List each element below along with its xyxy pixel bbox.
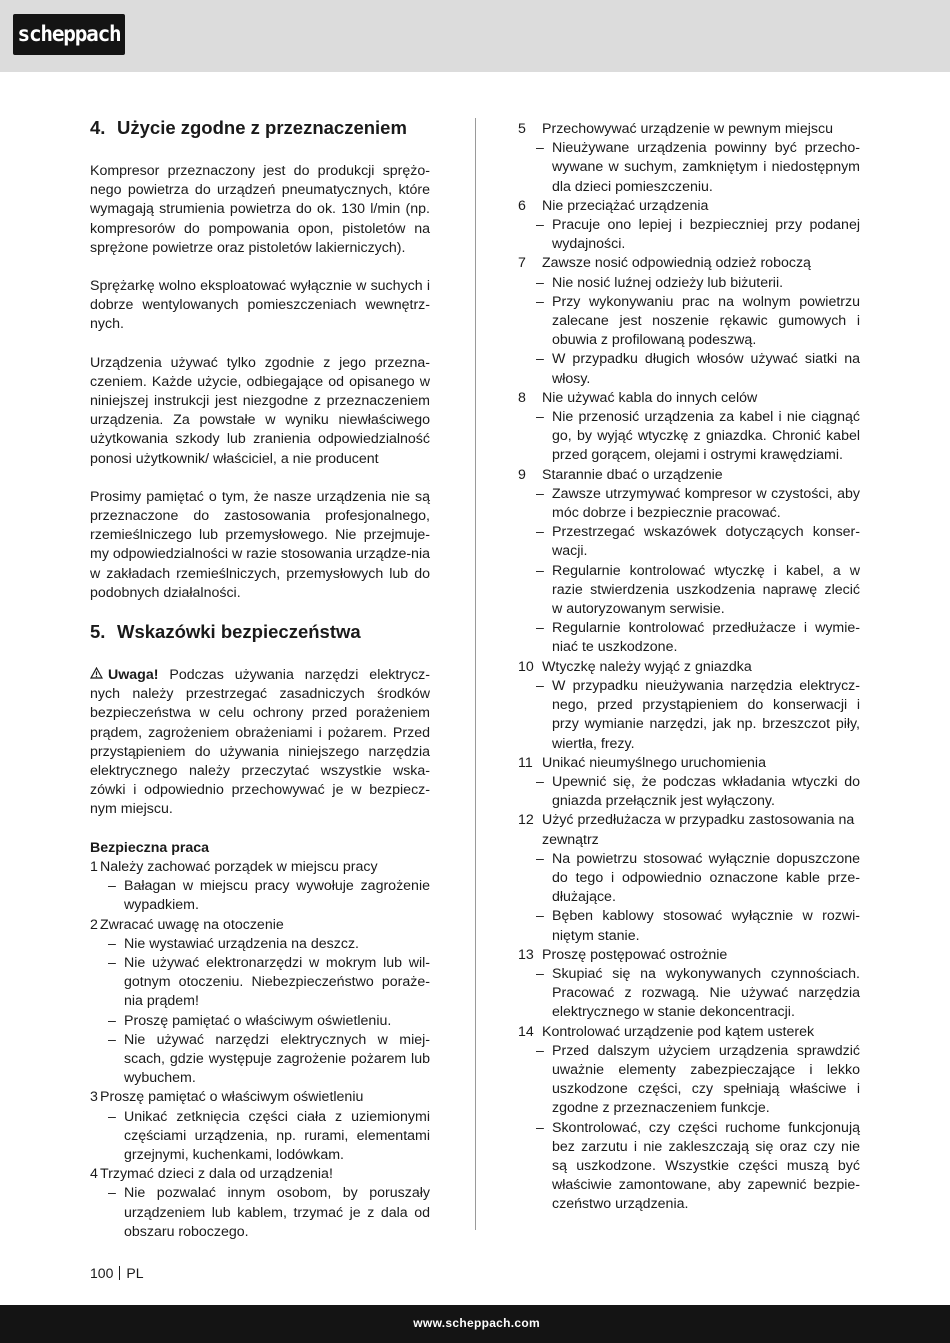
bullet-row <box>536 1119 860 1215</box>
dash-bullet-icon: – <box>536 409 544 426</box>
subheading: Bezpieczna praca <box>90 839 210 856</box>
bullet-text: Zawsze utrzymywać kompresor w czystości, aby móc dobrze i bezpiecznie pracować. <box>552 485 860 522</box>
list-item-title: Należy zachować porządek w miejscu pracy <box>100 858 378 875</box>
list-item-number: 4 <box>90 1166 98 1183</box>
bullet-text: Regularnie kontrolować wtyczkę i kabel, a w razie stwierdzenia uszkodzenia naprawę zlecić w autoryzowanym serwisie. <box>552 562 860 618</box>
dash-bullet-icon: – <box>536 677 544 694</box>
list-item <box>90 858 430 916</box>
dash-bullet-icon: – <box>536 217 544 234</box>
list-item-title: Unikać nieumyślnego uruchomienia <box>542 754 766 771</box>
bullet-row <box>108 877 430 915</box>
list-item-number: 7 <box>518 255 526 272</box>
bullet-row <box>536 1042 860 1119</box>
paragraph: Sprężarkę wolno eksploatować wyłącznie w suchych i dobrze wentylowanych pomieszczeniach wewnętrz-nych. <box>90 278 430 333</box>
dash-bullet-icon: – <box>108 1185 116 1202</box>
list-item <box>518 754 860 812</box>
list-item <box>518 197 860 255</box>
warning-paragraph <box>90 666 430 820</box>
list-item <box>518 1023 860 1215</box>
bullet-row <box>536 139 860 197</box>
right-column <box>518 120 860 1215</box>
dash-bullet-icon: – <box>536 293 544 310</box>
list-item-number: 12 <box>518 812 534 829</box>
bullet-row <box>536 408 860 466</box>
dash-bullet-icon: – <box>108 935 116 952</box>
warning-text: Podczas używania narzędzi elektrycz-nych należy przestrzegać zasadniczych środków bezpieczeństwa w celu ochrony przed porażeniem prądem, zagrożeniem obrażeniami i pożarem. Przed przystąpieniem do używania niniejszego narzędzia elektrycznego należy przeczytać wszystkie wska-zówki i odpowiednio przechowywać je w bezpiecz-nym miejscu. <box>90 667 430 818</box>
bullet-row <box>536 619 860 657</box>
list-item-number: 10 <box>518 658 534 675</box>
bullet-text: Bęben kablowy stosować wyłącznie w rozwi-niętym stanie. <box>552 908 860 944</box>
bullet-text: Nie wystawiać urządzenia na deszcz. <box>124 935 359 952</box>
bullet-text: Nie nosić luźnej odzieży lub biżuterii. <box>552 274 784 291</box>
bullet-text: Przy wykonywaniu prac na wolnym powietrzu zalecane jest noszenie rękawic gumowych i obuwia z profilowaną podeszwą. <box>552 293 860 349</box>
section-4-number: 4. <box>90 117 106 138</box>
list-item <box>518 120 860 197</box>
dash-bullet-icon: – <box>536 524 544 541</box>
list-item-heading <box>90 858 430 877</box>
bullet-text: Pracuje ono lepiej i bezpieczniej przy podanej wydajności. <box>552 217 860 253</box>
list-item-heading <box>518 389 860 408</box>
dash-bullet-icon: – <box>536 140 544 157</box>
list-item <box>518 946 860 1023</box>
paragraph: Kompresor przeznaczony jest do produkcji sprężo-nego powietrza do urządzeń pneumatycznych, które wymagają strumienia powietrza do ok. 130 l/min (np. kompresorów do pompowania opon, pistoletów na sprężone powietrze oraz pistoletów lakierniczych). <box>90 163 430 256</box>
bullet-row <box>536 562 860 620</box>
list-item-number: 6 <box>518 197 526 214</box>
bullet-text: Nie używać elektronarzędzi w mokrym lub wil-gotnym otoczeniu. Niebezpieczeństwo poraże-nia prądem! <box>124 954 430 1010</box>
brand-logo: scheppach <box>13 14 125 55</box>
paragraph: Prosimy pamiętać o tym, że nasze urządzenia nie są przeznaczone do zastosowania profesjonalnego, rzemieślniczego lub przemysłowego. Nie przejmuje-my odpowiedzialności w razie stosowania urządze-nia w zakładach rzemieślniczych, przemysłowych lub do podobnych działalności. <box>90 488 430 601</box>
list-item <box>90 916 430 1089</box>
list-item-number: 11 <box>518 754 533 771</box>
warning-label: Uwaga! <box>108 667 159 684</box>
bullet-row <box>536 350 860 388</box>
bullet-text: Proszę pamiętać o właściwym oświetleniu. <box>124 1012 392 1029</box>
bullet-row <box>536 677 860 754</box>
safety-list-right <box>518 120 860 1215</box>
bullet-row <box>536 485 860 523</box>
list-item <box>518 658 860 754</box>
list-item-heading <box>518 120 860 139</box>
list-item <box>518 466 860 658</box>
list-item <box>90 1088 430 1165</box>
list-item-title: Kontrolować urządzenie pod kątem usterek <box>542 1023 815 1040</box>
bullet-text: Nie przenosić urządzenia za kabel i nie ciągnąć go, by wyjąć wtyczkę z gniazdka. Chronić kabel przed gorącem, olejami i ostrymi krawędziami. <box>552 409 860 464</box>
bullet-row <box>108 954 430 1012</box>
warning-triangle-icon <box>90 666 104 685</box>
section-4-title: Użycie zgodne z przeznaczeniem <box>117 117 407 138</box>
dash-bullet-icon: – <box>108 1012 116 1029</box>
list-item-title: Zwracać uwagę na otoczenie <box>100 916 284 933</box>
list-item-title: Proszę pamiętać o właściwym oświetleniu <box>100 1089 364 1106</box>
dash-bullet-icon: – <box>536 1042 544 1059</box>
bullet-text: Bałagan w miejscu pracy wywołuje zagrożenie wypadkiem. <box>124 878 430 914</box>
list-item-heading <box>518 754 860 773</box>
bullet-row <box>108 1031 430 1089</box>
page-info <box>90 1265 143 1281</box>
list-item-number: 5 <box>518 121 526 137</box>
bullet-text: Przed dalszym użyciem urządzenia sprawdzić uważnie elementy zabezpieczające i lekko uszkodzone części, czy spełniają właściwe i zgodne z przeznaczeniem funkcje. <box>552 1042 860 1117</box>
list-item-title: Nie przeciążać urządzenia <box>542 197 709 214</box>
dash-bullet-icon: – <box>536 965 544 982</box>
bullet-row <box>536 274 860 293</box>
bullet-row <box>536 850 860 908</box>
list-item-number: 3 <box>90 1089 98 1106</box>
list-item-heading <box>518 1023 860 1042</box>
list-item-heading <box>90 916 430 935</box>
bullet-row <box>536 965 860 1023</box>
list-item-number: 13 <box>518 946 534 963</box>
list-item <box>518 389 860 466</box>
dash-bullet-icon: – <box>536 351 544 368</box>
list-item-number: 1 <box>90 858 98 875</box>
bullet-text: Na powietrzu stosować wyłącznie dopuszczone do tego i odpowiednio oznaczone kable prze-dłużające. <box>552 850 860 906</box>
bullet-text: Regularnie kontrolować przedłużacze i wymie-niać te uszkodzone. <box>552 620 860 656</box>
dash-bullet-icon: – <box>536 850 544 867</box>
bullet-row <box>536 907 860 945</box>
list-item <box>518 254 860 388</box>
list-item-heading <box>518 466 860 485</box>
bullet-row <box>536 523 860 561</box>
dash-bullet-icon: – <box>536 1119 544 1136</box>
bullet-row <box>536 293 860 351</box>
list-item-title: Przechowywać urządzenie w pewnym miejscu <box>542 121 833 137</box>
bullet-row <box>108 935 430 954</box>
left-column <box>90 116 430 1242</box>
list-item-title: Nie używać kabla do innych celów <box>542 389 758 406</box>
dash-bullet-icon: – <box>536 773 544 790</box>
dash-bullet-icon: – <box>536 908 544 925</box>
dash-bullet-icon: – <box>536 620 544 637</box>
list-item-number: 14 <box>518 1023 534 1040</box>
list-item <box>90 1165 430 1242</box>
column-divider <box>475 118 476 1230</box>
bullet-row <box>536 216 860 254</box>
page-separator <box>119 1266 120 1280</box>
section-5-title: Wskazówki bezpieczeństwa <box>117 621 361 643</box>
dash-bullet-icon: – <box>536 485 544 502</box>
safety-list-left <box>90 858 430 1242</box>
bullet-text: Skontrolować, czy części ruchome funkcjonują bez zarzutu i nie zakleszczają się oraz czy nie są uszkodzone. Wszystkie części muszą być właściwie zamontowane, aby zapewnić bezpie-czeństwo urządzenia. <box>552 1119 860 1213</box>
bullet-row <box>108 1012 430 1031</box>
bullet-row <box>108 1184 430 1242</box>
bullet-text: Przestrzegać wskazówek dotyczących konser-wacji. <box>552 524 860 560</box>
bullet-text: Skupiać się na wykonywanych czynnościach. Pracować z rozwagą. Nie używać narzędzia elektrycznego w stanie dekoncentracji. <box>552 965 860 1021</box>
bullet-text: Unikać zetknięcia części ciała z uziemionymi częściami urządzenia, np. rurami, elementami grzejnymi, kuchenkami, lodówkam. <box>124 1108 430 1163</box>
bullet-text: W przypadku długich włosów używać siatki na włosy. <box>552 351 860 387</box>
bullet-text: Upewnić się, że podczas wkładania wtyczki do gniazda przełącznik jest wyłączony. <box>552 773 860 810</box>
dash-bullet-icon: – <box>108 878 116 895</box>
list-item-number: 9 <box>518 466 526 483</box>
list-item-heading <box>518 811 860 849</box>
list-item-title: Proszę postępować ostrożnie <box>542 946 728 963</box>
section-5-number: 5. <box>90 621 106 643</box>
list-item-heading <box>90 1165 430 1184</box>
section-5-heading <box>90 620 430 644</box>
paragraph: Urządzenia używać tylko zgodnie z jego przezna-czeniem. Każde użycie, odbiegające od opisanego w niniejszej instrukcji jest niezgodne z przeznaczeniem urządzenia. Za powstałe w wyniku niewłaściwego użytkowania szkody lub zranienia odpowiedzialność ponosi użytkownik/ właściciel, a nie producent <box>90 354 430 467</box>
section-4-heading <box>90 116 430 140</box>
dash-bullet-icon: – <box>536 562 544 579</box>
list-item-number: 2 <box>90 916 98 933</box>
bullet-row <box>108 1108 430 1166</box>
list-item-title: Trzymać dzieci z dala od urządzenia! <box>100 1166 333 1183</box>
page-number: 100 <box>90 1265 114 1281</box>
list-item-heading <box>90 1088 430 1107</box>
website-link[interactable]: www.scheppach.com <box>413 1316 540 1330</box>
language-code: PL <box>126 1265 144 1281</box>
list-item-title: Starannie dbać o urządzenie <box>542 466 723 483</box>
bullet-text: Nie używać narzędzi elektrycznych w miej-scach, gdzie występuje zagrożenie pożarem lub wybuchem. <box>124 1031 430 1087</box>
bullet-text: W przypadku nieużywania narzędzia elektrycz-nego, przed przystąpieniem do konserwacji i przy wymianie narzędzi, jak np. brzeszczot piły, wiertła, frezy. <box>552 677 860 752</box>
bullet-row <box>536 773 860 811</box>
dash-bullet-icon: – <box>108 1108 116 1125</box>
list-item-heading <box>518 946 860 965</box>
dash-bullet-icon: – <box>536 274 544 291</box>
list-item-title: Zawsze nosić odpowiednią odzież roboczą <box>542 255 811 272</box>
list-item-title: Wtyczkę należy wyjąć z gniazdka <box>542 658 752 675</box>
header-bar <box>0 0 950 72</box>
list-item-heading <box>518 254 860 273</box>
list-item-number: 8 <box>518 389 526 406</box>
dash-bullet-icon: – <box>108 1031 116 1048</box>
list-item-heading <box>518 197 860 216</box>
dash-bullet-icon: – <box>108 954 116 971</box>
footer-bar <box>0 1305 950 1343</box>
bullet-text: Nie pozwalać innym osobom, by poruszały urządzeniem lub kablem, trzymać je z dala od obszaru roboczego. <box>124 1185 430 1240</box>
bullet-text: Nieużywane urządzenia powinny być przecho-wywane w suchym, zamkniętym i niedostępnym dla dzieci pomieszczeniu. <box>552 140 860 195</box>
list-item <box>518 811 860 945</box>
list-item-heading <box>518 658 860 677</box>
list-item-title: Użyć przedłużacza w przypadku zastosowania na zewnątrz <box>542 812 855 848</box>
